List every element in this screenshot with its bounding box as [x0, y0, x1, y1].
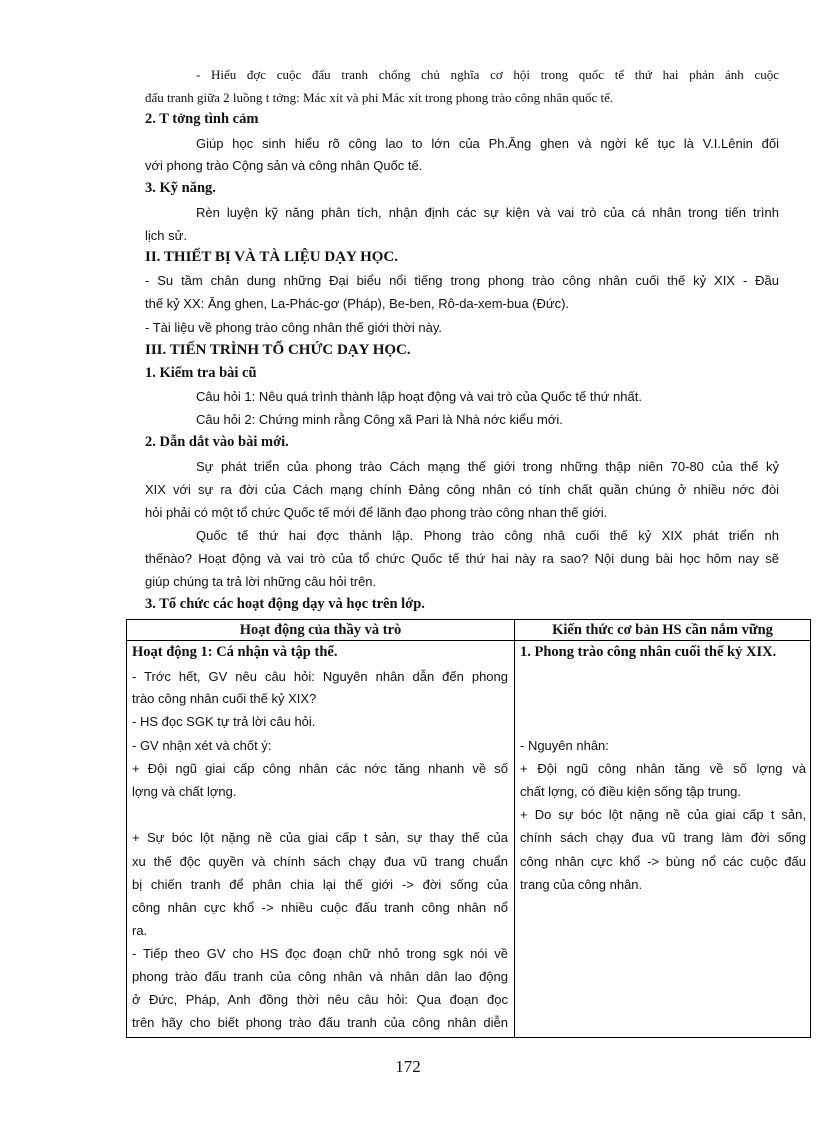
- intro-paragraph-1-line-3: hỏi phải có một tổ chức Quốc tế mới để lãnh đạo phong trào công nhan thế giới.: [145, 505, 608, 520]
- knowledge-line: trang của công nhân.: [520, 877, 643, 892]
- intro-paragraph-2-line-3: giúp chúng ta trả lời những câu hỏi trên.: [145, 574, 377, 589]
- activity-title: Hoạt động 1: Cá nhận và tập thể.: [132, 644, 338, 660]
- part-2-heading: II. THIẾT BỊ VÀ TÀ LIỆU DẠY HỌC.: [145, 249, 398, 265]
- activity-line: xu thế độc quyền và chính sách chạy đua vũ trang chuẩn: [132, 854, 508, 869]
- part-3-sub-3: 3. Tổ chức các hoạt động dạy và học trên lớp.: [145, 596, 425, 612]
- section-3-line-2: lịch sử.: [145, 228, 187, 243]
- table-header-knowledge: Kiến thức cơ bản HS cần nắm vững: [552, 622, 773, 638]
- knowledge-line: + Do sự bóc lột nặng nề của giai cấp t sản,: [520, 807, 806, 822]
- activity-line: + Đội ngũ giai cấp công nhân các nớc tăng nhanh về số: [132, 761, 508, 776]
- part-2-line-2: thế kỷ XX: Ăng ghen, La-Phác-gơ (Pháp), Be-ben, Rô-da-xem-bua (Đức).: [145, 296, 570, 311]
- part-3-sub-1: 1. Kiểm tra bài cũ: [145, 365, 257, 381]
- part-3-sub-2: 2. Dẫn dắt vào bài mới.: [145, 434, 289, 450]
- section-3-line-1: Rèn luyện kỹ năng phân tích, nhận định các sự kiện và vai trò của cá nhân trong tiến trình: [196, 205, 779, 220]
- knowledge-line: + Đội ngũ công nhân tăng về số lợng và: [520, 761, 806, 776]
- activity-line: - GV nhận xét và chốt ý:: [132, 738, 272, 753]
- section-2-line-2: với phong trào Cộng sản và công nhân Quốc tế.: [145, 158, 423, 173]
- activity-line: ở Đức, Pháp, Anh đồng thời nêu câu hỏi: Qua đoạn đọc: [132, 992, 508, 1007]
- knowledge-cell: [520, 644, 806, 1036]
- activity-line: - Trớc hết, GV nêu câu hỏi: Nguyên nhân dẫn đến phong: [132, 669, 508, 684]
- intro-paragraph-2-line-1: Quốc tế thứ hai đợc thành lập. Phong trào công nhâ cuối thế kỷ XIX phát triển nh: [196, 528, 779, 543]
- knowledge-title: 1. Phong trào công nhân cuối thế kỷ XIX.: [520, 644, 777, 660]
- knowledge-line: chất lợng, có điều kiện sống tập trung.: [520, 784, 741, 799]
- knowledge-line: chính sách chạy đua vũ trang làm đời sống: [520, 830, 806, 845]
- section-2-line-1: Giúp học sinh hiểu rõ công lao to lớn của Ph.Ăng ghen và ngời kế tục là V.I.Lênin đối: [196, 136, 779, 151]
- question-2: Câu hỏi 2: Chứng minh rằng Công xã Pari là Nhà nớc kiểu mới.: [196, 412, 563, 427]
- section-2-heading: 2. T tởng tình cảm: [145, 111, 259, 127]
- part-2-line-3: - Tài liệu về phong trào công nhân thế giới thời này.: [145, 320, 442, 335]
- activity-line: bị chiến tranh để phân chia lại thế giới -> đời sống của: [132, 877, 508, 892]
- activity-line: - HS đọc SGK tự trả lời câu hỏi.: [132, 714, 316, 729]
- header-divider: [127, 640, 810, 641]
- activity-line: trào công nhân cuối thế kỷ XIX?: [132, 691, 317, 706]
- activity-line: - Tiếp theo GV cho HS đọc đoạn chữ nhỏ trong sgk nói về: [132, 946, 508, 961]
- table-header-activities: Hoạt động của thầy và trò: [239, 622, 402, 638]
- activity-line: công nhân cực khổ -> nhiều cuộc đấu tranh công nhân nổ: [132, 900, 508, 915]
- activity-line: trên hãy cho biết phong trào đấu tranh của công nhân diễn: [132, 1015, 508, 1030]
- section-3-heading: 3. Kỹ năng.: [145, 180, 216, 196]
- intro-line-2: đấu tranh giữa 2 luồng t tởng: Mác xít và phi Mác xít trong phong trào công nhân quốc tế.: [145, 90, 614, 105]
- question-1: Câu hỏi 1: Nêu quá trình thành lập hoạt động và vai trò của Quốc tế thứ nhất.: [196, 389, 642, 404]
- knowledge-line: - Nguyên nhân:: [520, 738, 609, 753]
- activity-line: + Sự bóc lột nặng nề của giai cấp t sản, sự thay thế của: [132, 830, 508, 845]
- column-divider: [514, 620, 515, 1037]
- intro-paragraph-2-line-2: thếnào? Hoạt động và vai trò của tổ chức Quốc tế thứ hai này ra sao? Nội dung bài học hôm nay sẽ: [145, 551, 779, 566]
- knowledge-line: công nhân cực khổ -> bùng nổ các cuộc đấu: [520, 854, 806, 869]
- activity-line: lợng và chất lợng.: [132, 784, 237, 799]
- intro-paragraph-1-line-1: Sự phát triển của phong trào Cách mạng thế giới trong những thập niên 70-80 của thế kỷ: [196, 459, 779, 474]
- intro-paragraph-1-line-2: XIX với sự ra đời của Cách mạng chính Đảng công nhân có tính chất quần chúng ở nhiều nớc đòi: [145, 482, 779, 497]
- lesson-table: [126, 619, 811, 1038]
- activity-line: phong trào đấu tranh của công nhân và nhân dân lao động: [132, 969, 508, 984]
- page-number: 172: [395, 1057, 421, 1076]
- activities-cell: [132, 644, 508, 1036]
- activity-line: ra.: [132, 923, 148, 938]
- part-3-heading: III. TIẾN TRÌNH TỔ CHỨC DẠY HỌC.: [145, 342, 411, 358]
- intro-line-1: - Hiểu đợc cuộc đấu tranh chống chủ nghĩa cơ hội trong quốc tế thứ hai phản ánh cuộc: [196, 67, 779, 82]
- part-2-line-1: - Su tầm chân dung những Đại biểu nổi tiếng trong phong trào công nhân cuối thế kỷ XIX - Đầu: [145, 273, 779, 288]
